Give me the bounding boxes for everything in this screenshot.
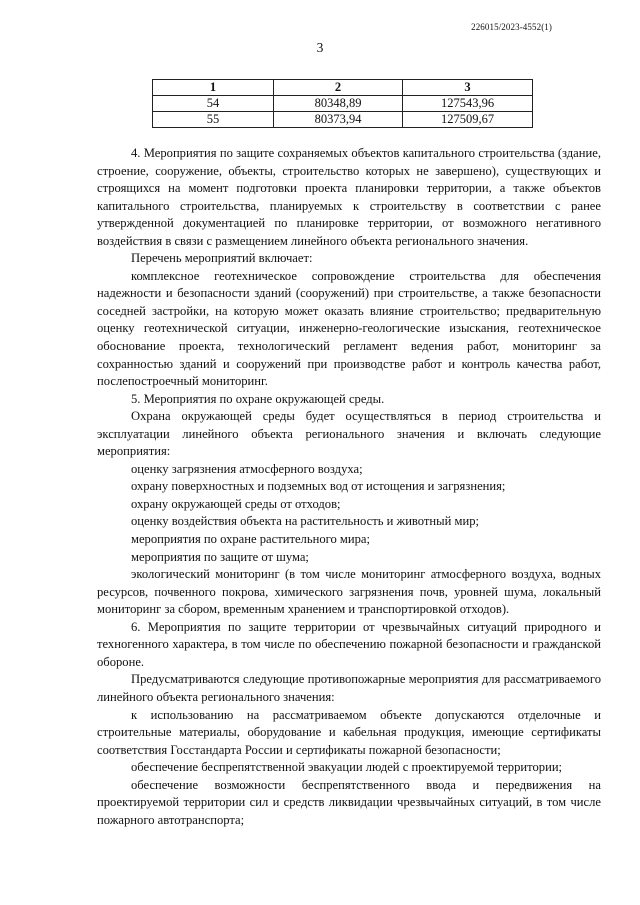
- fire-measures-intro: Предусматриваются следующие противопожарные мероприятия для рассматриваемого линейного объекта регионального значения:: [97, 672, 601, 704]
- table-cell: 80373,94: [274, 112, 403, 128]
- table-header-cell: 1: [153, 80, 274, 96]
- document-body: [97, 145, 601, 829]
- table-cell: 127509,67: [403, 112, 533, 128]
- eco-monitoring-paragraph: экологический мониторинг (в том числе мониторинг атмосферного воздуха, водных ресурсов, почвенного покрова, химического загрязнения почв, уровней шума, локальный мониторинг за сбором, временным хранением и транспортировкой отходов).: [97, 567, 601, 617]
- table-cell: 80348,89: [274, 96, 403, 112]
- environment-paragraph: Охрана окружающей среды будет осуществляться в период строительства и эксплуатации линейного объекта регионального значения и включать следующие мероприятия:: [97, 409, 601, 459]
- list-item: мероприятия по защите от шума;: [131, 549, 309, 564]
- table-cell: 54: [153, 96, 274, 112]
- table-header-cell: 3: [403, 80, 533, 96]
- section-5-heading: 5. Мероприятия по охране окружающей среды.: [131, 391, 385, 406]
- measures-intro: Перечень мероприятий включает:: [131, 251, 313, 266]
- list-item: оценку загрязнения атмосферного воздуха;: [131, 461, 363, 476]
- list-item: охрану поверхностных и подземных вод от истощения и загрязнения;: [131, 479, 506, 494]
- evacuation-paragraph: обеспечение беспрепятственной эвакуации людей с проектируемой территории;: [131, 760, 563, 775]
- list-item: охрану окружающей среды от отходов;: [131, 496, 341, 511]
- geotech-paragraph: комплексное геотехническое сопровождение строительства для обеспечения надежности и безопасности зданий (сооружений) при строительстве, а также безопасности соседней застройки, на которую может оказать влияние строительство; предварительную оценку геотехнической ситуации, инженерно-геологические изыскания, геотехническое обоснование проекта, технологический регламент ведения работ, мониторинг за сохранностью зданий и сооружений при производстве работ и контроль качества работ, послепостроечный мониторинг.: [97, 268, 601, 389]
- table-header-row: [153, 80, 533, 96]
- table-cell: 127543,96: [403, 96, 533, 112]
- access-paragraph: обеспечение возможности беспрепятственного ввода и передвижения на проектируемой территории сил и средств ликвидации чрезвычайных ситуаций, в том числе пожарного автотранспорта;: [97, 777, 601, 827]
- document-id: 226015/2023-4552(1): [471, 22, 552, 32]
- coordinates-table: [152, 79, 533, 128]
- section-6-paragraph: 6. Мероприятия по защите территории от чрезвычайных ситуаций природного и техногенного характера, в том числе по обеспечению пожарной безопасности и гражданской обороне.: [97, 619, 601, 669]
- table-header-cell: 2: [274, 80, 403, 96]
- table-cell: 55: [153, 112, 274, 128]
- section-4-paragraph: 4. Мероприятия по защите сохраняемых объектов капитального строительства (здание, строение, сооружение, объекты, строительство которых не завершено), существующих и строящихся на момент подготовки проекта планировки территории, а также объектов капитального строительства, планируемых к строительству в соответствии с ранее утвержденной документацией по планировке территории, от возможного негативного воздействия в связи с размещением линейного объекта регионального значения.: [97, 146, 601, 248]
- table-row: [153, 112, 533, 128]
- list-item: оценку воздействия объекта на растительность и животный мир;: [131, 514, 480, 529]
- page-number: 3: [316, 40, 324, 55]
- list-item: мероприятия по охране растительного мира;: [131, 532, 371, 547]
- table-row: [153, 96, 533, 112]
- materials-paragraph: к использованию на рассматриваемом объекте допускаются отделочные и строительные материалы, оборудование и кабельная продукция, имеющие сертификаты соответствия Госстандарта России и сертификаты пожарной безопасности;: [97, 707, 601, 757]
